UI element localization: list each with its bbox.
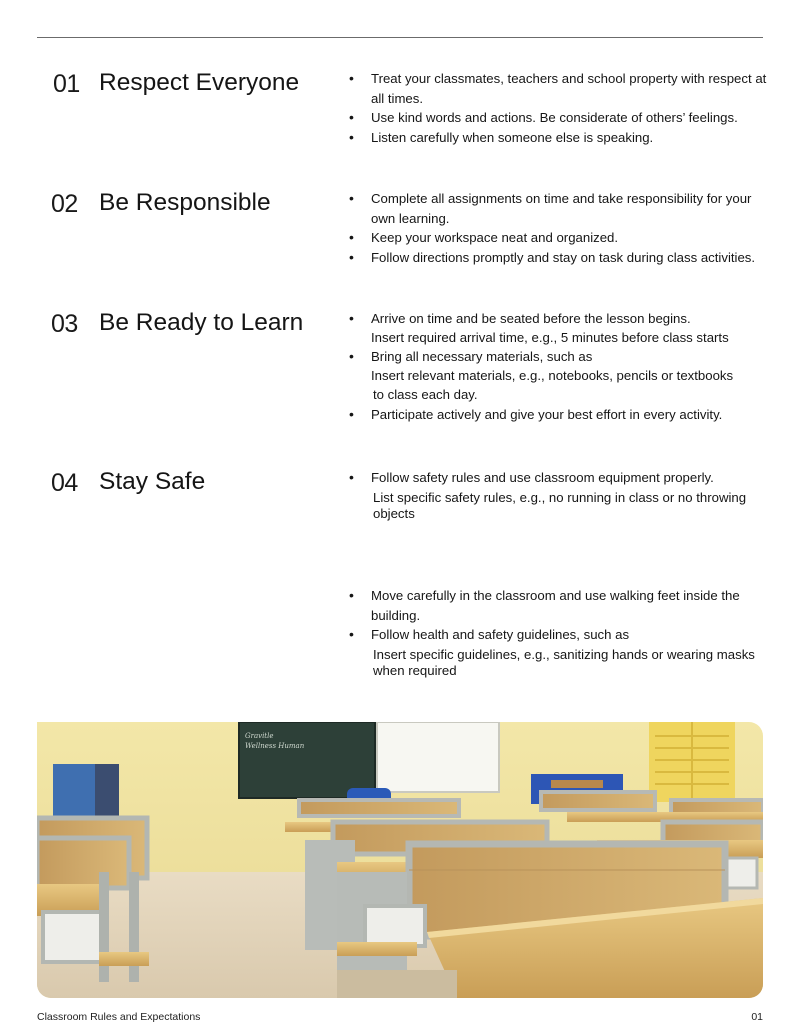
rule-list xyxy=(349,189,769,267)
list-item: • Arrive on time and be seated before the lesson begins. Insert required arrival time, e.g., 5 minutes before class starts xyxy=(349,309,769,347)
bullet-icon: • xyxy=(349,310,354,326)
continuation-text: to class each day. xyxy=(373,387,478,403)
placeholder-note: Insert required arrival time, e.g., 5 minutes before class starts xyxy=(371,329,729,345)
bullet-icon: • xyxy=(349,109,354,126)
chalkboard-text-2: Wellness Human xyxy=(245,742,305,750)
classroom-photo xyxy=(37,722,763,998)
list-item: • Follow directions promptly and stay on task during class activities. xyxy=(349,248,769,268)
section-number: 04 xyxy=(51,469,78,497)
bullet-icon: • xyxy=(349,405,354,422)
top-divider xyxy=(37,37,763,38)
bullet-icon: • xyxy=(349,70,354,86)
placeholder-note: Insert specific guidelines, e.g., sanitizing hands or wearing masks when required xyxy=(373,646,755,679)
section-number: 03 xyxy=(51,310,78,338)
list-item: • Use kind words and actions. Be considerate of others’ feelings. xyxy=(349,108,769,128)
rule-list-continued xyxy=(349,586,769,680)
list-item: • Listen carefully when someone else is speaking. xyxy=(349,128,769,148)
bullet-icon: • xyxy=(349,190,354,206)
section-number: 02 xyxy=(51,190,78,218)
whiteboard xyxy=(377,722,499,792)
footer-page-number: 01 xyxy=(751,1011,763,1023)
bullet-icon: • xyxy=(349,348,354,365)
list-item: • Bring all necessary materials, such as Insert relevant materials, e.g., notebooks, pencils or textbooks to class each day. xyxy=(349,347,769,405)
bullet-icon: • xyxy=(349,248,354,265)
section-title: Be Ready to Learn xyxy=(99,309,304,336)
desk-row-left xyxy=(37,818,149,982)
cabinet-drawer xyxy=(551,780,603,788)
list-item: • Follow safety rules and use classroom equipment properly. List specific safety rules, e.g., no running in class or no throwing objects xyxy=(349,468,769,523)
section-title: Be Responsible xyxy=(99,189,271,216)
list-item: • Treat your classmates, teachers and school property with respect at all times. xyxy=(349,70,767,106)
bullet-icon: • xyxy=(349,469,354,485)
rule-list xyxy=(349,468,769,523)
list-item: • Follow health and safety guidelines, such as Insert specific guidelines, e.g., sanitizing hands or wearing masks when required xyxy=(349,625,769,680)
section-title: Respect Everyone xyxy=(99,69,300,96)
bullet-icon: • xyxy=(349,587,354,603)
list-item: • Keep your workspace neat and organized. xyxy=(349,228,769,248)
list-item: • Move carefully in the classroom and use walking feet inside the building. xyxy=(349,587,740,623)
rule-list xyxy=(349,309,769,424)
footer-document-title: Classroom Rules and Expectations xyxy=(37,1011,201,1023)
rule-list xyxy=(349,69,769,147)
section-number: 01 xyxy=(53,70,80,98)
section-title: Stay Safe xyxy=(99,468,206,495)
placeholder-note: List specific safety rules, e.g., no running in class or no throwing objects xyxy=(373,489,747,522)
list-item: • Complete all assignments on time and take responsibility for your own learning. xyxy=(349,190,752,226)
placeholder-note: Insert relevant materials, e.g., notebooks, pencils or textbooks xyxy=(371,367,734,383)
bullet-icon: • xyxy=(349,128,354,145)
bullet-icon: • xyxy=(349,626,354,643)
classroom-illustration xyxy=(37,722,763,998)
list-item: • Participate actively and give your best effort in every activity. xyxy=(349,405,769,425)
chalkboard-text-1: Gravitle xyxy=(245,732,274,740)
bullet-icon: • xyxy=(349,229,354,246)
